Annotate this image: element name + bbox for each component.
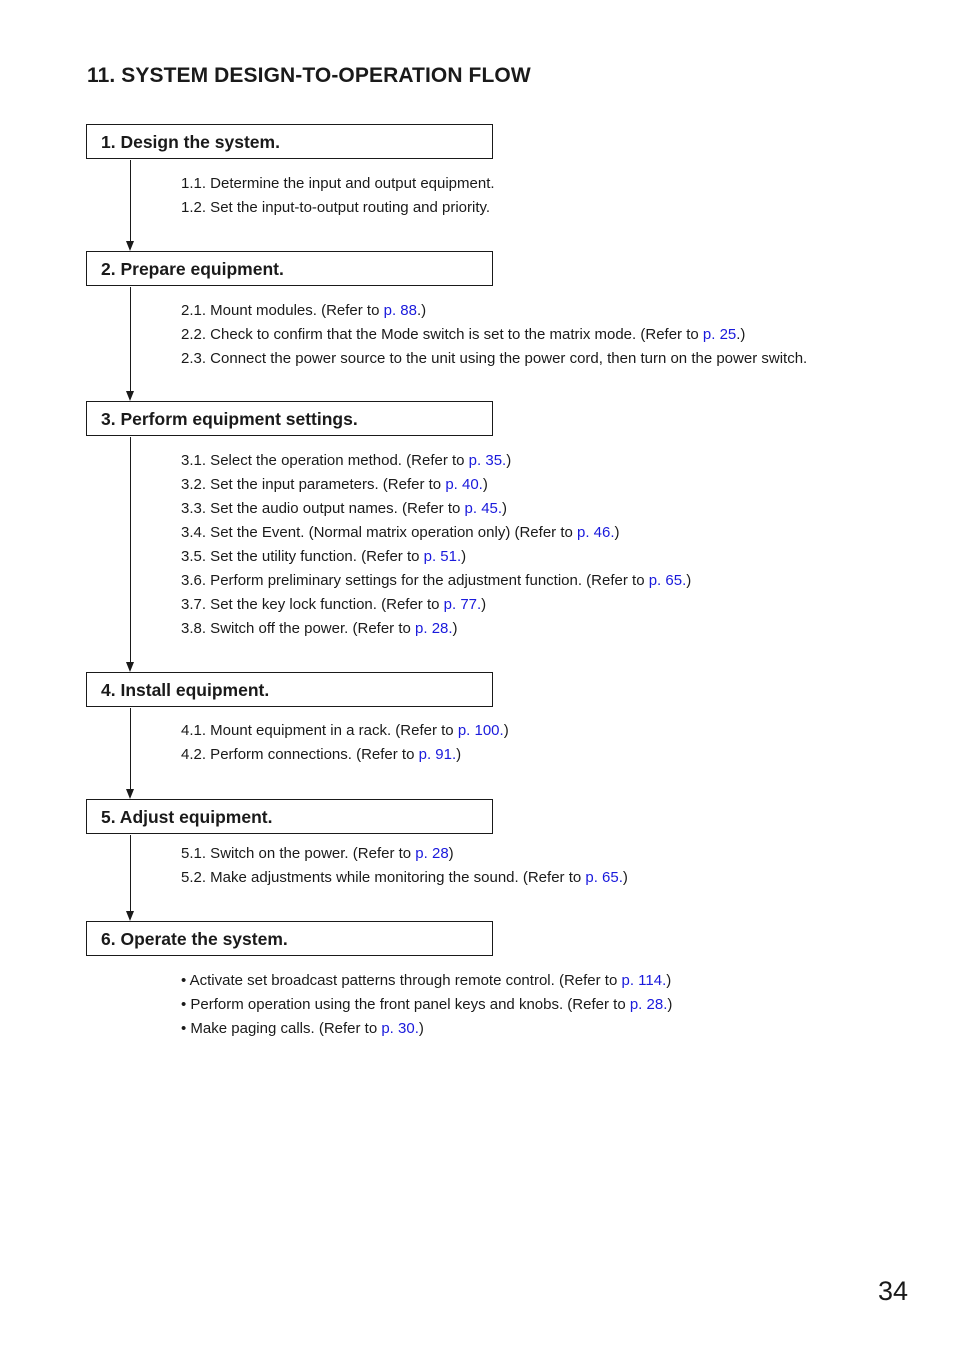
- substep-text-suffix: ): [452, 620, 458, 637]
- step-box-1: [86, 124, 493, 159]
- step-title: 6. Operate the system.: [101, 929, 288, 949]
- substep-list-4: [181, 719, 509, 767]
- step-box-6: [86, 921, 493, 956]
- substep-text: 4.2. Perform connections. (Refer to: [181, 746, 419, 763]
- substep-text-suffix: ): [503, 722, 509, 739]
- substep-text-suffix: ): [481, 596, 487, 613]
- flow-connector-line: [130, 437, 131, 663]
- substep-item: [181, 1017, 672, 1041]
- step-box-5: [86, 799, 493, 834]
- substep-text: 5.2. Make adjustments while monitoring the sound. (Refer to: [181, 869, 586, 886]
- substep-text: 1.1. Determine the input and output equipment.: [181, 175, 495, 192]
- substep-item: [181, 969, 672, 993]
- page-reference-link[interactable]: p. 114.: [621, 972, 667, 989]
- flow-connector-line: [130, 160, 131, 242]
- substep-text-suffix: ): [686, 572, 692, 589]
- substep-item: [181, 993, 672, 1017]
- substep-text: • Make paging calls. (Refer to: [181, 1020, 382, 1037]
- substep-item: [181, 545, 691, 569]
- page-reference-link[interactable]: p. 65.: [648, 572, 687, 589]
- substep-text: 3.6. Perform preliminary settings for the adjustment function. (Refer to: [181, 572, 649, 589]
- page-reference-link[interactable]: p. 28: [415, 845, 449, 862]
- substep-item: [181, 347, 807, 371]
- page-reference-link[interactable]: p. 65.: [585, 869, 623, 886]
- step-title: 1. Design the system.: [101, 132, 280, 152]
- substep-text-suffix: ): [456, 746, 462, 763]
- step-box-2: [86, 251, 493, 286]
- substep-text-suffix: ): [666, 972, 672, 989]
- substep-list-6: [181, 969, 672, 1041]
- substep-text-suffix: ): [506, 452, 512, 469]
- arrow-down-icon: [126, 911, 134, 921]
- flow-connector-line: [130, 708, 131, 790]
- substep-item: [181, 866, 628, 890]
- page-reference-link[interactable]: p. 51.: [423, 548, 462, 565]
- substep-list-5: [181, 842, 628, 890]
- substep-text-suffix: ): [502, 500, 508, 517]
- substep-text-suffix: .): [736, 326, 746, 343]
- arrow-down-icon: [126, 662, 134, 672]
- substep-text: 1.2. Set the input-to-output routing and priority.: [181, 199, 491, 216]
- step-box-3: [86, 401, 493, 436]
- substep-text: 2.3. Connect the power source to the unit using the power cord, then turn on the power switch.: [181, 350, 808, 367]
- page-number: 34: [877, 1276, 908, 1306]
- substep-item: [181, 719, 509, 743]
- substep-text: 3.7. Set the key lock function. (Refer to: [181, 596, 444, 613]
- step-title: 5. Adjust equipment.: [101, 807, 273, 827]
- page-reference-link[interactable]: p. 77.: [443, 596, 482, 613]
- section-heading: 11. SYSTEM DESIGN-TO-OPERATION FLOW: [87, 64, 531, 87]
- substep-text: 3.2. Set the input parameters. (Refer to: [181, 476, 446, 493]
- step-box-4: [86, 672, 493, 707]
- arrow-down-icon: [126, 241, 134, 251]
- page-reference-link[interactable]: p. 28.: [629, 996, 668, 1013]
- substep-list-3: [181, 449, 691, 641]
- substep-text: 3.4. Set the Event. (Normal matrix operation only) (Refer to: [181, 524, 577, 541]
- substep-item: [181, 323, 807, 347]
- page-reference-link[interactable]: p. 35.: [468, 452, 507, 469]
- flow-connector-line: [130, 287, 131, 392]
- substep-text: 3.8. Switch off the power. (Refer to: [181, 620, 416, 637]
- substep-text-suffix: ): [448, 845, 454, 862]
- substep-text-suffix: ): [418, 1020, 424, 1037]
- substep-text-suffix: .): [416, 302, 427, 319]
- arrow-down-icon: [126, 391, 134, 401]
- substep-item: [181, 521, 691, 545]
- substep-item: [181, 842, 628, 866]
- substep-text: • Activate set broadcast patterns through remote control. (Refer to: [181, 972, 622, 989]
- substep-text: • Perform operation using the front panel keys and knobs. (Refer to: [181, 996, 630, 1013]
- substep-text-suffix: ): [461, 548, 467, 565]
- substep-text: 2.2. Check to confirm that the Mode switch is set to the matrix mode. (Refer to: [181, 326, 703, 343]
- substep-text-suffix: ): [614, 524, 620, 541]
- step-title: 3. Perform equipment settings.: [101, 409, 358, 429]
- substep-list-1: [181, 172, 495, 220]
- substep-text: 3.3. Set the audio output names. (Refer to: [181, 500, 465, 517]
- page-reference-link[interactable]: p. 45.: [464, 500, 503, 517]
- substep-item: [181, 743, 509, 767]
- page-reference-link[interactable]: p. 30.: [381, 1020, 419, 1037]
- page-reference-link[interactable]: p. 25: [702, 326, 737, 343]
- page-reference-link[interactable]: p. 28.: [415, 620, 453, 637]
- substep-item: [181, 593, 691, 617]
- substep-item: [181, 299, 807, 323]
- step-title: 4. Install equipment.: [101, 680, 270, 700]
- substep-text-suffix: ): [622, 869, 628, 886]
- substep-item: [181, 172, 495, 196]
- page-reference-link[interactable]: p. 100.: [457, 722, 504, 739]
- substep-text: 3.5. Set the utility function. (Refer to: [181, 548, 424, 565]
- substep-text: 2.1. Mount modules. (Refer to: [181, 302, 384, 319]
- substep-item: [181, 196, 495, 220]
- substep-text: 4.1. Mount equipment in a rack. (Refer to: [181, 722, 458, 739]
- substep-item: [181, 497, 691, 521]
- step-title: 2. Prepare equipment.: [101, 259, 284, 279]
- substep-item: [181, 617, 691, 641]
- substep-item: [181, 569, 691, 593]
- substep-text: 3.1. Select the operation method. (Refer to: [181, 452, 469, 469]
- substep-text: 5.1. Switch on the power. (Refer to: [181, 845, 416, 862]
- substep-text-suffix: ): [667, 996, 673, 1013]
- page-reference-link[interactable]: p. 88: [383, 302, 417, 319]
- substep-item: [181, 473, 691, 497]
- page-reference-link[interactable]: p. 40.: [445, 476, 483, 493]
- page-reference-link[interactable]: p. 46.: [577, 524, 615, 541]
- substep-list-2: [181, 299, 807, 371]
- substep-text-suffix: ): [482, 476, 488, 493]
- page-reference-link[interactable]: p. 91.: [418, 746, 457, 763]
- flow-connector-line: [130, 835, 131, 912]
- substep-item: [181, 449, 691, 473]
- arrow-down-icon: [126, 789, 134, 799]
